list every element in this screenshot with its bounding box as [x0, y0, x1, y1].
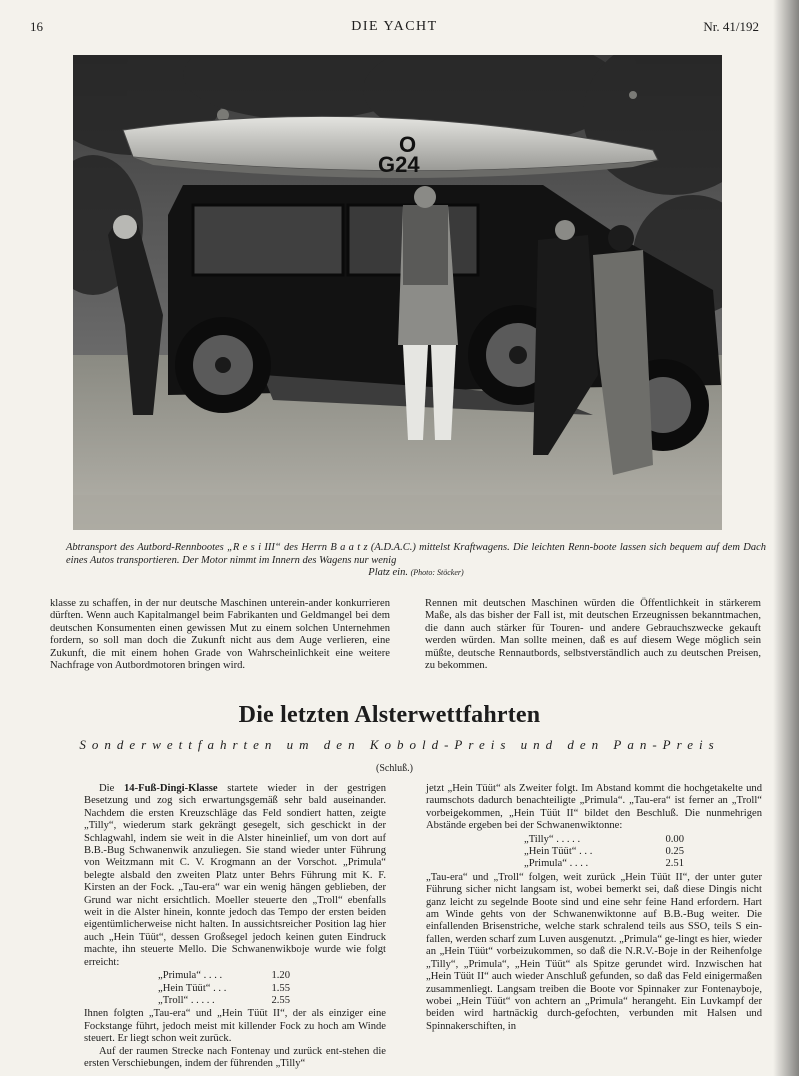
- paragraph: „Tau-era“ und „Troll“ folgen, weit zurück „Hein Tüüt II“, der unter guter Führung sicher nicht langsam ist, wobei bemerkt sei, daß diese Dingis nicht ganz leicht zu segelnde Boote sind und eine sehr feine Hand erfordern. Hart am Winde gehts von der Schwanenwiktonne auf B.B.-Bug weiter. Die einfallenden Brisenstriche, welche stark schralend teils aus SSO, teils S ein-fallen, werden scharf zum Luven ausgenutzt. „Primula“ ge-lingt es hier, wieder an „Hein Tüüt“ vorbeizukommen, so daß die N.R.V.-Boje in der Reihenfolge „Tilly“, „Primula“, „Hein Tüüt“ als Spitze gerundet wird. Inzwischen hat „Hein Tüüt II“ auch wieder Anschluß gefunden, so daß das Feld einigermaßen zusammenliegt. Langsam treiben die Boote vor Spinnaker zur Fontenayboje, wobei „Hein Tüüt“ von achtern an „Primula“ herangeht. Ein Luvkampf der beiden wird hartnäckig durch-gefochten, verbunden mit Halsen und Spinnakerschiften, in: [426, 871, 762, 1032]
- table-row: [158, 983, 386, 995]
- paragraph: Ihnen folgten „Tau-era“ und „Hein Tüüt II“, der als einziger eine Fockstange führt, jedoch meist mit killender Fock zu hoch am Winde steuert. Er liegt schon weit zurück.: [84, 1008, 386, 1045]
- issue-number: Nr. 41/192: [703, 19, 759, 34]
- table-row: [524, 834, 762, 846]
- table-row: [158, 970, 386, 982]
- scan-edge-shadow: [773, 0, 799, 1076]
- masthead: DIE YACHT: [351, 19, 438, 34]
- caption-end: Platz ein.: [368, 567, 408, 578]
- paragraph: jetzt „Hein Tüüt“ als Zweiter folgt. Im Abstand kommt die hochgetakelte und raumschots dadurch benachteiligte „Primula“. „Tau-era“ ist ferner an „Troll“ vorbeigekommen, „Hein Tüüt II“ bildet den Beschluß. Die nunmehrigen Abstände ergeben bei der Schwanenwiktonne:: [426, 783, 762, 832]
- time-value: 0.00: [665, 833, 684, 845]
- photo-credit: (Photo: Stöcker): [410, 568, 464, 577]
- article-subtitle: Sonderwettfahrten um den Kobold-Preis und den Pan-Preis: [79, 737, 720, 752]
- page-number: 16: [30, 19, 43, 34]
- continued-marker: (Schluß.): [376, 763, 413, 774]
- table-row: [524, 846, 762, 858]
- boat-name: „Hein Tüüt“ . . .: [524, 846, 593, 858]
- caption-text: Abtransport des Autbord-Rennbootes „R e s i III“ des Herrn B a a t z (A.D.A.C.) mittelst Kraftwagens. Die leichten Renn-boote lassen sich bequem auf dem Dach eines Autos transportieren. Der Motor nimmt im Innern des Wagens nur wenig: [66, 542, 766, 566]
- photo-car-with-boat-on-roof: [73, 55, 722, 530]
- table-row: [158, 995, 386, 1007]
- page-header: [30, 19, 759, 37]
- boat-name: „Primula“ . . . .: [158, 970, 223, 982]
- boat-name: „Hein Tüüt“ . . .: [158, 982, 227, 994]
- boat-marking-top: O: [399, 132, 417, 157]
- paragraph: Auf der raumen Strecke nach Fontenay und zurück ent-stehen die ersten Verschiebungen, indem der führenden „Tilly“: [84, 1045, 386, 1069]
- column-article-left: [84, 783, 386, 1070]
- intro-word: Die: [99, 783, 115, 794]
- time-value: 2.55: [271, 994, 290, 1006]
- boat-name: „Troll“ . . . . .: [158, 994, 215, 1006]
- boat-marking-bottom: G24: [378, 152, 420, 177]
- column-article-right: [426, 783, 762, 1033]
- article-title: Die letzten Alsterwettfahrten: [238, 702, 541, 728]
- time-value: 0.25: [665, 846, 684, 858]
- class-name: 14-Fuß-Dingi-Klasse: [123, 783, 218, 794]
- boat-name: „Tilly“ . . . . .: [524, 833, 581, 845]
- results-table: [84, 970, 386, 1007]
- results-table: [426, 834, 762, 871]
- table-row: [524, 858, 762, 870]
- paragraph: [84, 783, 386, 969]
- column-top-right: [425, 598, 761, 672]
- time-value: 1.55: [271, 982, 290, 994]
- photo-caption: [66, 542, 766, 580]
- boat-name: „Primula“ . . . .: [524, 858, 589, 870]
- time-value: 1.20: [271, 970, 290, 982]
- paragraph-text: startete wieder in der gestrigen Besetzung und zog sich erwartungsgemäß sehr bald auseinander. Nachdem die ersten Kreuzschläge das Feld sondiert hatten, zeigte „Tilly“, wiederum stark gekrängt gesegelt, sich geschickt in der Schlagwahl, indem sie weit in die Alster hineinlief, um von dort auf B.B.-Bug Schwanenwik anzuliegen. Sie stand wieder unter Führung von Weitzmann mit C. V. Krogmann an der Vorschot. „Primula“ belegte alsbald den zweiten Platz unter Behrs Führung mit K. F. Kirsten an der Fock. „Tau-era“ war ein wenig hängen geblieben, der Grund war nicht ersichtlich. Moeller steuerte den „Troll“ ebenfalls weit in die Alster hinein, konnte jedoch das Tempo der ersten beiden eigentümlicherweise nicht halten. In aussichtsreicher Position lag hier auch „Hein Tüüt“, dessen Großsegel jedoch keinen guten Eindruck machte, ihn steuerte Mello. Die Schwanenwikboje wurde wie folgt erreicht:: [84, 783, 386, 968]
- paragraph: klasse zu schaffen, in der nur deutsche Maschinen unterein-ander konkurrieren dürften. Wenn auch Kapitalmangel beim Fabrikanten und Geldmangel bei dem deutschen Konsumenten einen gewissen Mut zu einem solchen Unternehmen fordern, so soll man doch die Zukunft nicht aus dem Auge verlieren, eine Zukunft, die mit einem hohen Grade von Wahrscheinlichkeit eine weitere Nachfrage von Autbordmotoren bringen wird.: [50, 598, 390, 672]
- column-top-left: [50, 598, 390, 672]
- paragraph: Rennen mit deutschen Maschinen würden die Öffentlichkeit in stärkerem Maße, als das bisher der Fall ist, mit deutschen Erzeugnissen bekanntmachen, die dann auch stärker für Touren- und andere Gebrauchszwecke gekauft werden würden. Man sollte meinen, daß es auf diesem Wege möglich sein müßte, deutsche Rennautbords, selbstverständlich auch zu deutschen Preisen, zu bekommen.: [425, 598, 761, 672]
- time-value: 2.51: [665, 858, 684, 870]
